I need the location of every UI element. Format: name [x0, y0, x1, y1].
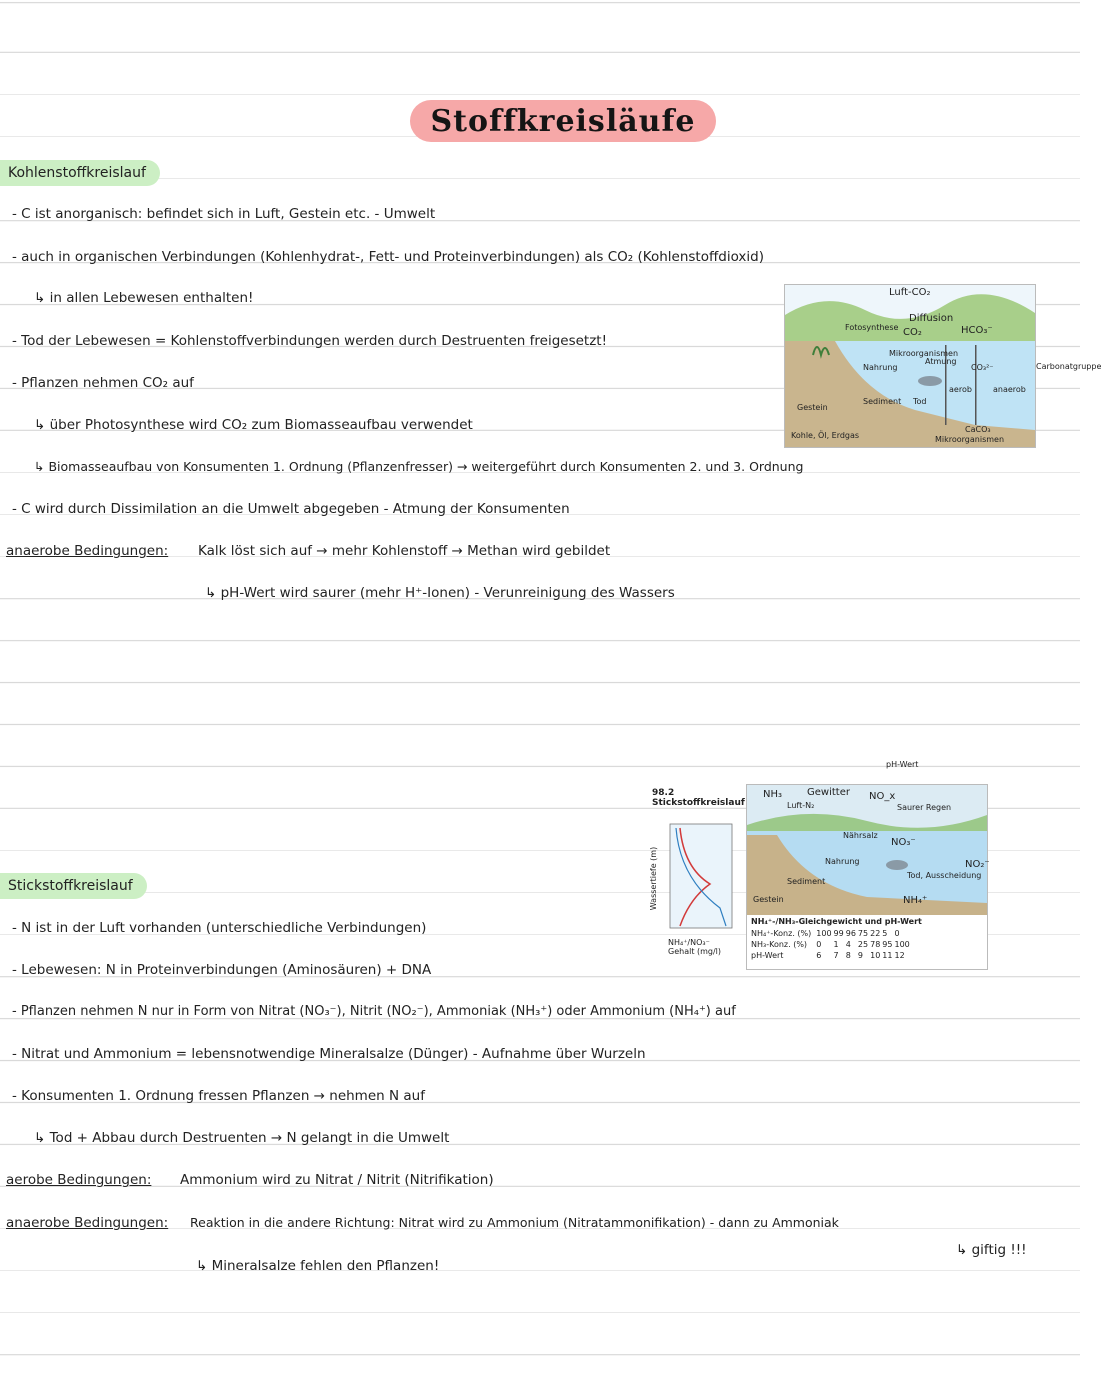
- table-cell: 1: [833, 940, 839, 949]
- table-cell: 0: [816, 940, 822, 949]
- nitrogen-diag-label-8: Nahrung: [825, 857, 860, 866]
- carbon-diag-label-1: Luft-CO₂: [889, 287, 931, 298]
- table-cell: 10: [870, 951, 881, 960]
- table-cell: 4: [845, 940, 851, 949]
- carbon-line-7: ↳ Biomasseaufbau von Konsumenten 1. Ordnung (Pflanzenfresser) → weitergeführt durch Konsumenten 2. und 3. Ordnung: [34, 459, 804, 474]
- carbon-line-4: - Tod der Lebewesen = Kohlenstoffverbindungen werden durch Destruenten freigesetzt!: [12, 333, 608, 349]
- carbon-diag-label-11: Sediment: [863, 397, 902, 406]
- table-cell: 99: [833, 929, 844, 938]
- carbon-diag-label-12: aerob: [949, 385, 972, 394]
- carbon-line-6: ↳ über Photosynthese wird CO₂ zum Biomasseaufbau verwendet: [34, 417, 473, 433]
- table-row-name: NH₃-Konz. (%): [751, 940, 808, 949]
- carbon-diag-label-16: Mikroorganismen: [935, 435, 1005, 444]
- nitrogen-line-6: ↳ Tod + Abbau durch Destruenten → N gelangt in die Umwelt: [34, 1130, 450, 1146]
- table-cell: 8: [845, 951, 851, 960]
- table-cell: 96: [845, 929, 856, 938]
- carbon-diag-label-7: Nahrung: [863, 363, 898, 372]
- carbon-cycle-diagram: [784, 284, 1036, 448]
- table-row-name: pH-Wert: [751, 951, 784, 960]
- nitrogen-chart-ylabel: Wassertiefe (m): [649, 846, 659, 911]
- table-row: [751, 950, 911, 961]
- nitrogen-line-8: Reaktion in die andere Richtung: Nitrat wird zu Ammonium (Nitratammonifikation) - dann zu Ammoniak: [190, 1215, 839, 1230]
- carbon-diag-label-5: HCO₃⁻: [961, 325, 993, 336]
- nitrogen-diag-label-13: NO₂⁻: [965, 859, 990, 870]
- carbon-diag-label-13: anaerob: [993, 385, 1026, 394]
- table-cell: 7: [833, 951, 839, 960]
- nitrogen-line-5: - Konsumenten 1. Ordnung fressen Pflanzen → nehmen N auf: [12, 1088, 425, 1104]
- nitrogen-line-4: - Nitrat und Ammonium = lebensnotwendige Mineralsalze (Dünger) - Aufnahme über Wurzeln: [12, 1046, 646, 1062]
- table-cell: 12: [894, 951, 905, 960]
- carbon-line-5: - Pflanzen nehmen CO₂ auf: [12, 375, 194, 391]
- nitrogen-cycle-diagram: [746, 784, 988, 970]
- carbon-diag-label-9: Tod: [913, 397, 927, 406]
- table-row: [751, 939, 911, 950]
- carbon-line-1: - C ist anorganisch: befindet sich in Luft, Gestein etc. - Umwelt: [12, 206, 436, 222]
- table-row: [751, 928, 911, 939]
- carbon-diag-label-18: Carbonatgruppe: [1036, 362, 1101, 371]
- table-cell: 6: [816, 951, 822, 960]
- carbon-diag-label-4: CO₂: [903, 327, 922, 338]
- carbon-line-3: ↳ in allen Lebewesen enthalten!: [34, 290, 254, 306]
- carbon-diag-label-2: Diffusion: [909, 313, 954, 324]
- table-cell: 78: [870, 940, 881, 949]
- carbon-anaerobic-heading: anaerobe Bedingungen:: [6, 543, 169, 559]
- nitrogen-diag-label-5: Saurer Regen: [897, 803, 952, 812]
- nitrogen-anaerobic-heading: anaerobe Bedingungen:: [6, 1215, 169, 1231]
- table-cell: 75: [857, 929, 869, 938]
- nitrogen-diag-label-4: NO_x: [869, 791, 896, 802]
- carbon-section-label: Kohlenstoffkreislauf: [0, 160, 160, 186]
- nitrogen-diag-label-11: Gestein: [753, 895, 784, 904]
- table-cell: 95: [882, 940, 893, 949]
- carbon-diag-label-3: Fotosynthese: [845, 323, 899, 332]
- carbon-line-8: - C wird durch Dissimilation an die Umwelt abgegeben - Atmung der Konsumenten: [12, 501, 570, 517]
- table-row-name: NH₄⁺-Konz. (%): [751, 929, 812, 938]
- table-cell: 0: [894, 929, 900, 938]
- carbon-diag-label-6: Mikroorganismen: [889, 349, 959, 358]
- nitrogen-diag-label-7: NO₃⁻: [891, 837, 916, 848]
- page-title: Stoffkreisläufe: [430, 103, 696, 139]
- table-cell: 5: [882, 929, 888, 938]
- carbon-diag-label-15: CaCO₃: [965, 425, 991, 434]
- nitrogen-section-label: Stickstoffkreislauf: [0, 873, 147, 899]
- nitrogen-diag-label-14: pH-Wert: [886, 760, 919, 769]
- nitrogen-line-7: Ammonium wird zu Nitrat / Nitrit (Nitrifikation): [180, 1172, 494, 1188]
- nitrogen-line-3: - Pflanzen nehmen N nur in Form von Nitrat (NO₃⁻), Nitrit (NO₂⁻), Ammoniak (NH₃⁺) oder Ammonium (NH₄⁺) auf: [12, 1004, 736, 1019]
- nitrogen-diag-label-12: Sediment: [787, 877, 826, 886]
- nitrogen-aerobic-heading: aerobe Bedingungen:: [6, 1172, 152, 1188]
- table-cell: 100: [894, 940, 910, 949]
- nitrogen-line-9: ↳ giftig !!!: [956, 1242, 1027, 1258]
- nitrogen-depth-chart: [649, 788, 745, 966]
- table-cell: 25: [857, 940, 869, 949]
- table-cell: 11: [882, 951, 893, 960]
- nitrogen-chart-xlabel: NH₄⁺/NO₃⁻ Gehalt (mg/l): [668, 938, 722, 956]
- carbon-line-2: - auch in organischen Verbindungen (Kohlenhydrat-, Fett- und Proteinverbindungen) als CO₂ (Kohlenstoffdioxid): [12, 249, 765, 265]
- table-cell: 9: [857, 951, 864, 960]
- nitrogen-table-title: NH₄⁺-/NH₃-Gleichgewicht und pH-Wert: [751, 917, 922, 926]
- nitrogen-line-2: - Lebewesen: N in Proteinverbindungen (Aminosäuren) + DNA: [12, 962, 432, 978]
- title-highlight: [410, 100, 716, 142]
- table-cell: 22: [870, 929, 881, 938]
- carbon-diag-label-8: Atmung: [925, 357, 957, 366]
- nitrogen-line-1: - N ist in der Luft vorhanden (unterschiedliche Verbindungen): [12, 920, 427, 936]
- carbon-diag-label-14: CO₃²⁻: [971, 363, 994, 372]
- nitrogen-ph-table: [751, 928, 911, 961]
- nitrogen-diagram-caption: 98.2 Stickstoffkreislauf: [652, 788, 745, 808]
- carbon-diag-label-10: Gestein: [797, 403, 828, 412]
- carbon-diag-label-17: Kohle, Öl, Erdgas: [791, 431, 860, 440]
- carbon-line-9: Kalk löst sich auf → mehr Kohlenstoff → Methan wird gebildet: [198, 543, 611, 559]
- carbon-line-10: ↳ pH-Wert wird saurer (mehr H⁺-Ionen) - Verunreinigung des Wassers: [205, 585, 675, 601]
- table-cell: 100: [816, 929, 832, 938]
- nitrogen-diag-label-3: Luft-N₂: [787, 801, 815, 810]
- nitrogen-diag-label-9: Tod, Ausscheidung: [907, 871, 982, 880]
- nitrogen-diag-label-10: NH₄⁺: [903, 895, 928, 906]
- nitrogen-diag-label-6: Nährsalz: [843, 831, 878, 840]
- nitrogen-diag-label-2: Gewitter: [807, 787, 850, 798]
- nitrogen-line-10: ↳ Mineralsalze fehlen den Pflanzen!: [196, 1258, 440, 1274]
- nitrogen-diag-label-1: NH₃: [763, 789, 783, 800]
